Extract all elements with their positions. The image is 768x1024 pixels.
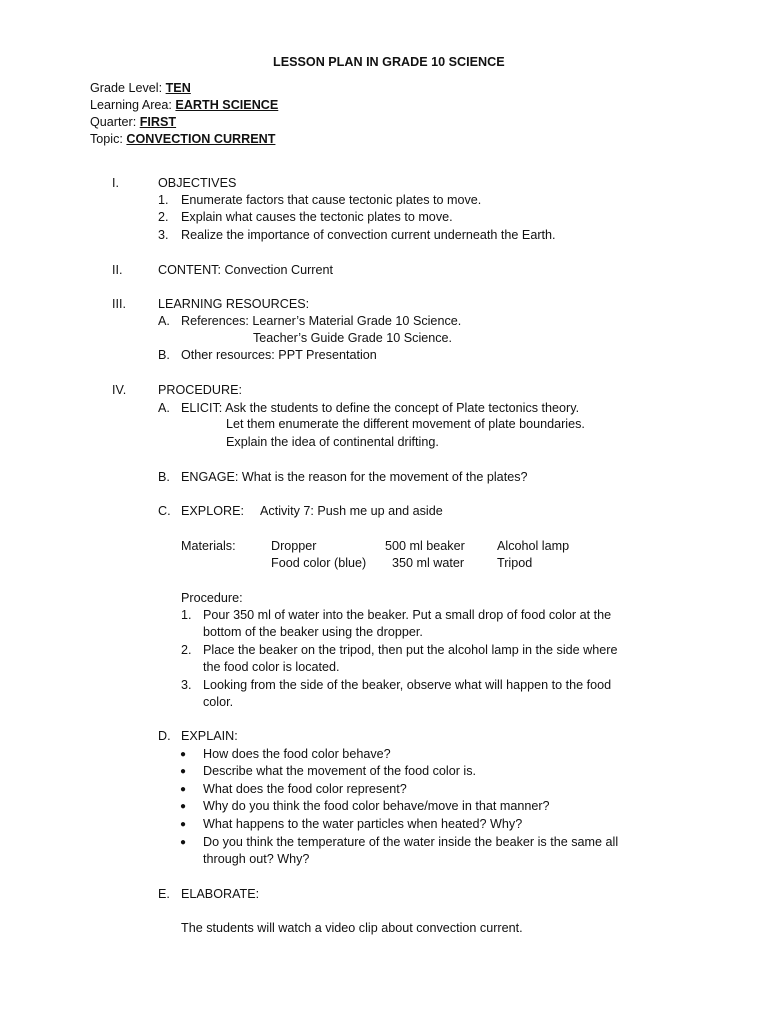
step-text-cont: color. bbox=[203, 695, 234, 709]
question-text: Why do you think the food color behave/move in that manner? bbox=[203, 799, 550, 813]
step-number: 3. bbox=[181, 678, 192, 692]
question-text: What happens to the water particles when heated? Why? bbox=[203, 817, 523, 831]
objective-text: Realize the importance of convection current underneath the Earth. bbox=[181, 228, 556, 242]
bullet-icon: ● bbox=[180, 749, 187, 760]
procedure-letter: A. bbox=[158, 401, 170, 415]
section-title-objectives: OBJECTIVES bbox=[158, 176, 237, 190]
elaborate-text: The students will watch a video clip about convection current. bbox=[181, 921, 523, 935]
material-item: Alcohol lamp bbox=[497, 539, 570, 553]
resource-other: Other resources: PPT Presentation bbox=[181, 348, 377, 362]
material-item: Food color (blue) bbox=[271, 556, 367, 570]
quarter-label: Quarter: bbox=[90, 115, 140, 129]
question-text: Describe what the movement of the food color is. bbox=[203, 764, 476, 778]
material-item: Tripod bbox=[497, 556, 533, 570]
bullet-icon: ● bbox=[180, 801, 187, 812]
question-text: Do you think the temperature of the water inside the beaker is the same all bbox=[203, 835, 619, 849]
step-number: 2. bbox=[181, 643, 192, 657]
learning-area-label: Learning Area: bbox=[90, 98, 176, 112]
procedure-letter: E. bbox=[158, 887, 170, 901]
topic-value: CONVECTION CURRENT bbox=[126, 132, 276, 146]
materials-label: Materials: bbox=[181, 539, 236, 553]
question-text: What does the food color represent? bbox=[203, 782, 407, 796]
grade-level-label: Grade Level: bbox=[90, 81, 166, 95]
objective-text: Explain what causes the tectonic plates to move. bbox=[181, 210, 453, 224]
explain-label: EXPLAIN: bbox=[181, 729, 238, 743]
section-content: CONTENT: Convection Current bbox=[158, 263, 333, 277]
learning-area-value: EARTH SCIENCE bbox=[175, 98, 279, 112]
procedure-letter: D. bbox=[158, 729, 171, 743]
section-number-i: I. bbox=[112, 176, 119, 190]
bullet-icon: ● bbox=[180, 766, 187, 777]
resource-references-cont: Teacher’s Guide Grade 10 Science. bbox=[253, 331, 453, 345]
procedure-steps-label: Procedure: bbox=[181, 591, 243, 605]
topic-label: Topic: bbox=[90, 132, 127, 146]
step-text-cont: bottom of the beaker using the dropper. bbox=[203, 625, 423, 639]
procedure-letter: B. bbox=[158, 470, 170, 484]
page-title: LESSON PLAN IN GRADE 10 SCIENCE bbox=[273, 55, 505, 69]
objective-number: 2. bbox=[158, 210, 169, 224]
bullet-icon: ● bbox=[180, 784, 187, 795]
step-text: Looking from the side of the beaker, observe what will happen to the food bbox=[203, 678, 612, 692]
step-text-cont: the food color is located. bbox=[203, 660, 340, 674]
topic bbox=[90, 131, 275, 148]
grade-level-value: TEN bbox=[165, 81, 191, 95]
elicit-text-cont: Explain the idea of continental drifting. bbox=[226, 435, 439, 449]
section-title-procedure: PROCEDURE: bbox=[158, 383, 242, 397]
bullet-icon: ● bbox=[180, 837, 187, 848]
resource-references: References: Learner’s Material Grade 10 Science. bbox=[181, 314, 462, 328]
elaborate-label: ELABORATE: bbox=[181, 887, 260, 901]
grade-level bbox=[90, 80, 191, 97]
elicit-text-cont: Let them enumerate the different movement of plate boundaries. bbox=[226, 417, 585, 431]
step-number: 1. bbox=[181, 608, 192, 622]
engage-text: ENGAGE: What is the reason for the movement of the plates? bbox=[181, 470, 528, 484]
resource-letter: B. bbox=[158, 348, 170, 362]
step-text: Place the beaker on the tripod, then put the alcohol lamp in the side where bbox=[203, 643, 618, 657]
objective-number: 1. bbox=[158, 193, 169, 207]
step-text: Pour 350 ml of water into the beaker. Put a small drop of food color at the bbox=[203, 608, 612, 622]
section-title-resources: LEARNING RESOURCES: bbox=[158, 297, 310, 311]
explore-activity: Activity 7: Push me up and aside bbox=[260, 504, 443, 518]
section-number-iv: IV. bbox=[112, 383, 127, 397]
section-number-iii: III. bbox=[112, 297, 126, 311]
quarter-value: FIRST bbox=[139, 115, 177, 129]
material-item: 350 ml water bbox=[392, 556, 465, 570]
objective-text: Enumerate factors that cause tectonic plates to move. bbox=[181, 193, 482, 207]
material-item: 500 ml beaker bbox=[385, 539, 465, 553]
question-text-cont: through out? Why? bbox=[203, 852, 310, 866]
resource-letter: A. bbox=[158, 314, 170, 328]
learning-area bbox=[90, 97, 278, 114]
bullet-icon: ● bbox=[180, 819, 187, 830]
objective-number: 3. bbox=[158, 228, 169, 242]
quarter bbox=[90, 114, 176, 131]
section-number-ii: II. bbox=[112, 263, 123, 277]
question-text: How does the food color behave? bbox=[203, 747, 391, 761]
material-item: Dropper bbox=[271, 539, 317, 553]
procedure-letter: C. bbox=[158, 504, 171, 518]
elicit-text: ELICIT: Ask the students to define the concept of Plate tectonics theory. bbox=[181, 401, 580, 415]
explore-label: EXPLORE: bbox=[181, 504, 244, 518]
